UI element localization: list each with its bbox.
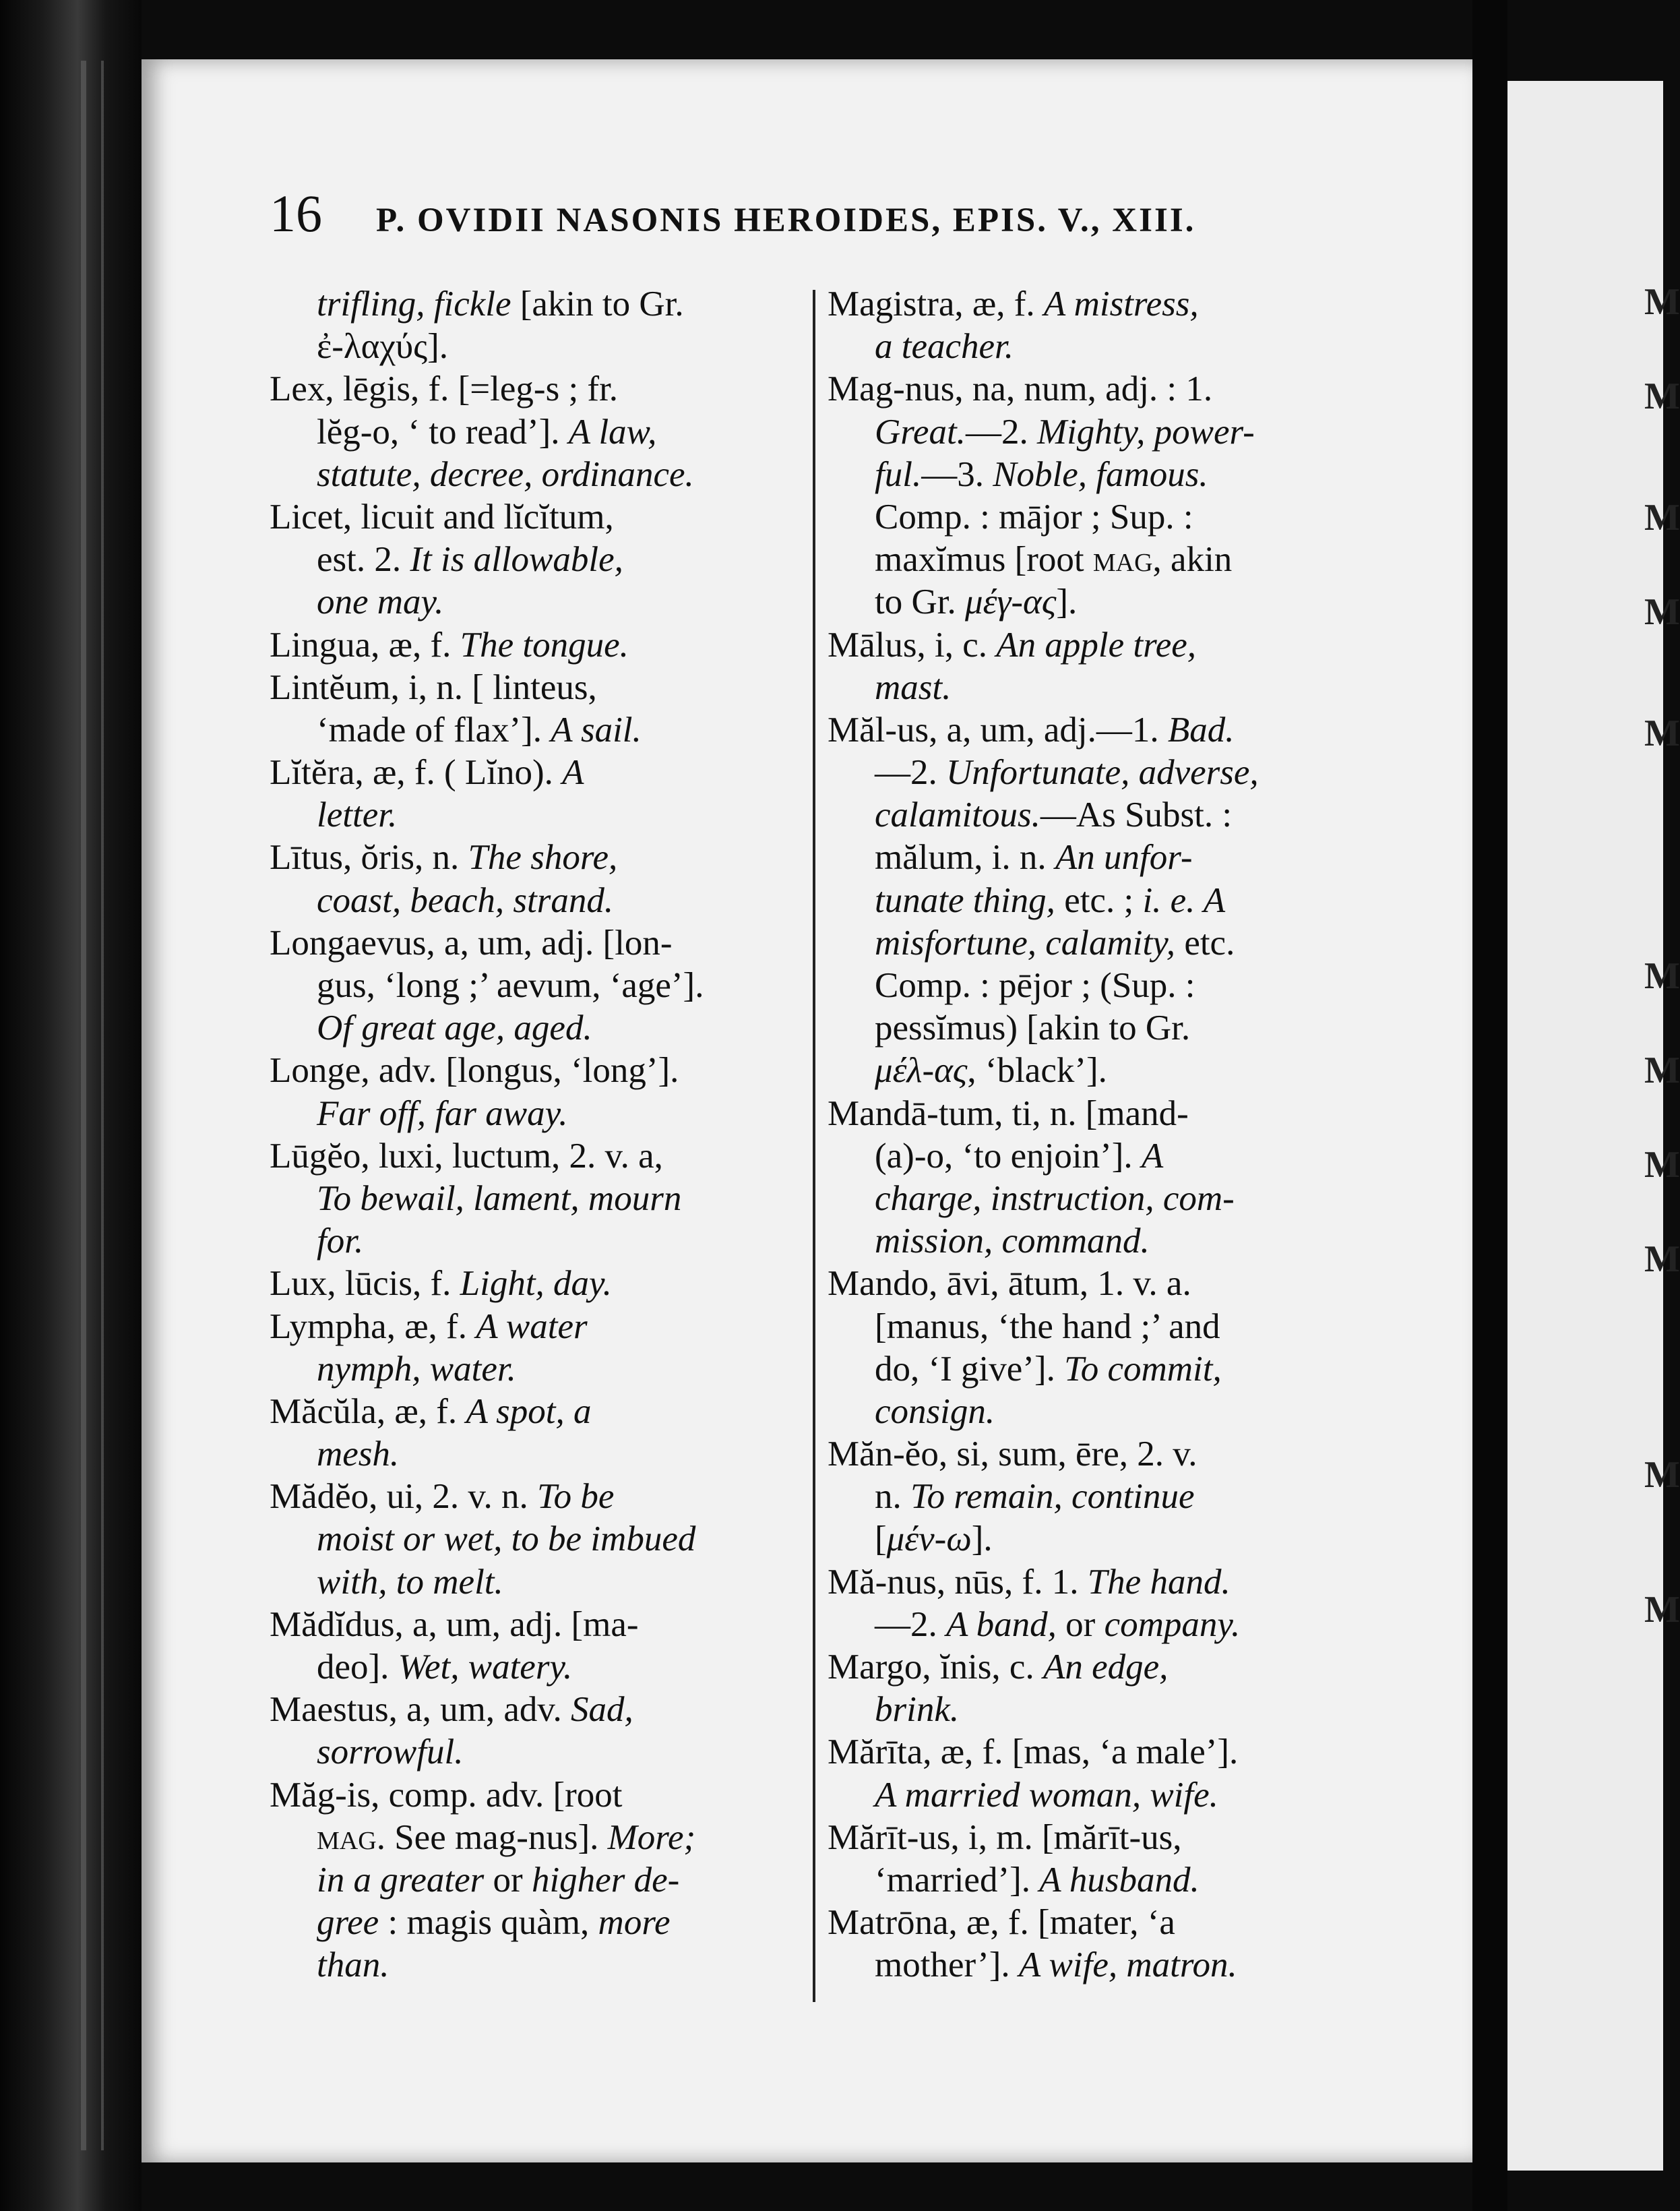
dictionary-line: gus, ‘long ;’ aevum, ‘age’].: [317, 966, 704, 1005]
dictionary-line: est. 2. It is allowable,: [317, 540, 623, 580]
dictionary-line: Mālus, i, c. An apple tree,: [828, 625, 1197, 665]
dictionary-line: ‘made of flax’]. A sail.: [317, 710, 642, 750]
dictionary-line: Matrōna, æ, f. [mater, ‘a: [828, 1903, 1175, 1943]
dictionary-line: statute, decree, ordinance.: [317, 454, 694, 494]
adjacent-page-letter: M: [1644, 497, 1680, 539]
adjacent-page-letter: M: [1644, 375, 1680, 417]
dictionary-line: Mădĭdus, a, um, adj. [ma-: [270, 1604, 639, 1644]
dictionary-line: Margo, ĭnis, c. An edge,: [828, 1647, 1169, 1687]
adjacent-page-letter: M: [1644, 1050, 1680, 1091]
dictionary-line: mission, command.: [875, 1221, 1150, 1261]
adjacent-page-letter: M: [1644, 1144, 1680, 1186]
dictionary-line: Mag-nus, na, num, adj. : 1.: [828, 369, 1213, 409]
dictionary-line: than.: [317, 1945, 390, 1985]
dictionary-line: mălum, i. n. An unfor-: [875, 838, 1193, 878]
adjacent-page-letter: M: [1644, 713, 1680, 754]
dictionary-line: to Gr. μέγ-ας].: [875, 582, 1078, 622]
dictionary-line: maxĭmus [root MAG, akin: [875, 540, 1233, 580]
dictionary-line: moist or wet, to be imbued: [317, 1519, 696, 1559]
dictionary-line: [manus, ‘the hand ;’ and: [875, 1306, 1220, 1346]
dictionary-line: Lūgĕo, luxi, luctum, 2. v. a,: [270, 1136, 663, 1176]
dictionary-line: (a)-o, ‘to enjoin’]. A: [875, 1136, 1164, 1176]
adjacent-page-letter: M: [1644, 1589, 1680, 1631]
dictionary-line: Măl-us, a, um, adj.—1. Bad.: [828, 710, 1235, 750]
left-column: [270, 283, 799, 1987]
dictionary-line: Mandā-tum, ti, n. [mand-: [828, 1093, 1189, 1133]
dictionary-line: gree : magis quàm, more: [317, 1903, 671, 1943]
dictionary-line: —2. Unfortunate, adverse,: [875, 753, 1259, 793]
dictionary-line: ἐ-λαχύς].: [317, 327, 449, 367]
dictionary-line: letter.: [317, 795, 398, 835]
dictionary-line: consign.: [875, 1391, 995, 1431]
dictionary-line: Lintĕum, i, n. [ linteus,: [270, 667, 597, 707]
dictionary-line: Lītus, ŏris, n. The shore,: [270, 838, 618, 878]
dictionary-line: Lĭtĕra, æ, f. ( Lĭno). A: [270, 753, 584, 793]
dictionary-line: —2. A band, or company.: [875, 1604, 1241, 1644]
dictionary-line: Lux, lūcis, f. Light, day.: [270, 1264, 612, 1304]
dictionary-line: Comp. : pējor ; (Sup. :: [875, 966, 1195, 1005]
dictionary-line: brink.: [875, 1690, 960, 1730]
spine-edge-line: [81, 61, 86, 2150]
dictionary-line: ful.—3. Noble, famous.: [875, 454, 1208, 494]
dictionary-line: Licet, licuit and lĭcĭtum,: [270, 497, 614, 537]
page-number: 16: [270, 184, 322, 243]
dictionary-line: A married woman, wife.: [875, 1775, 1218, 1815]
dictionary-line: Magistra, æ, f. A mistress,: [828, 284, 1199, 324]
adjacent-page-edge: [1507, 81, 1663, 2171]
dictionary-line: one may.: [317, 582, 444, 622]
dictionary-line: misfortune, calamity, etc.: [875, 923, 1235, 963]
dictionary-line: μέλ-ας, ‘black’].: [875, 1051, 1107, 1091]
dictionary-line: do, ‘I give’]. To commit,: [875, 1349, 1222, 1389]
dictionary-line: n. To remain, continue: [875, 1477, 1195, 1517]
dictionary-line: To bewail, lament, mourn: [317, 1178, 682, 1218]
dictionary-line: Lex, lēgis, f. [=leg-s ; fr.: [270, 369, 619, 409]
dictionary-line: pessĭmus) [akin to Gr.: [875, 1008, 1191, 1048]
page-header: [270, 183, 1321, 244]
right-column: [828, 283, 1357, 1987]
dictionary-line: a teacher.: [875, 327, 1014, 367]
dictionary-line: Comp. : mājor ; Sup. :: [875, 497, 1193, 537]
book-spine: [0, 0, 142, 2211]
adjacent-page-letter: M: [1644, 1454, 1680, 1496]
dictionary-line: with, to melt.: [317, 1562, 503, 1602]
dictionary-line: Mădĕo, ui, 2. v. n. To be: [270, 1477, 615, 1517]
dictionary-line: ‘married’]. A husband.: [875, 1860, 1200, 1900]
dictionary-line: [μέν-ω].: [875, 1519, 993, 1559]
dictionary-line: nymph, water.: [317, 1349, 516, 1389]
dictionary-line: Great.—2. Mighty, power-: [875, 412, 1255, 452]
dictionary-line: Maestus, a, um, adv. Sad,: [270, 1690, 633, 1730]
adjacent-page-letter: M: [1644, 955, 1680, 997]
dictionary-line: Măg-is, comp. adv. [root: [270, 1775, 623, 1815]
adjacent-page-letter: M: [1644, 1238, 1680, 1280]
dictionary-line: sorrowful.: [317, 1732, 464, 1772]
dictionary-line: in a greater or higher de-: [317, 1860, 680, 1900]
dictionary-line: Lingua, æ, f. The tongue.: [270, 625, 629, 665]
dictionary-line: mesh.: [317, 1434, 400, 1474]
page-gutter: [1472, 0, 1507, 2211]
dictionary-line: for.: [317, 1221, 364, 1261]
dictionary-line: coast, beach, strand.: [317, 880, 614, 920]
dictionary-line: Mando, āvi, ātum, 1. v. a.: [828, 1264, 1191, 1304]
dictionary-line: tunate thing, etc. ; i. e. A: [875, 880, 1226, 920]
adjacent-page-letter: M: [1644, 591, 1680, 633]
dictionary-line: Longaevus, a, um, adj. [lon-: [270, 923, 673, 963]
dictionary-line: mast.: [875, 667, 952, 707]
dictionary-line: charge, instruction, com-: [875, 1178, 1235, 1218]
dictionary-line: Mărīta, æ, f. [mas, ‘a male’].: [828, 1732, 1239, 1772]
dictionary-line: Mă-nus, nūs, f. 1. The hand.: [828, 1562, 1231, 1602]
dictionary-line: Lympha, æ, f. A water: [270, 1306, 588, 1346]
dictionary-line: Of great age, aged.: [317, 1008, 592, 1048]
dictionary-line: deo]. Wet, watery.: [317, 1647, 573, 1687]
dictionary-line: Far off, far away.: [317, 1093, 568, 1133]
dictionary-line: MAG. See mag-nus]. More;: [317, 1817, 696, 1857]
dictionary-line: Mărīt-us, i, m. [mărīt-us,: [828, 1817, 1182, 1857]
dictionary-line: Măn-ĕo, si, sum, ēre, 2. v.: [828, 1434, 1197, 1474]
dictionary-line: trifling, fickle [akin to Gr.: [317, 284, 684, 324]
dictionary-line: Măcŭla, æ, f. A spot, a: [270, 1391, 592, 1431]
column-divider: [813, 290, 815, 2002]
dictionary-line: calamitous.—As Subst. :: [875, 795, 1233, 835]
spine-edge-line: [101, 61, 104, 2150]
adjacent-page-letter: M: [1644, 281, 1680, 323]
dictionary-line: Longe, adv. [longus, ‘long’].: [270, 1051, 679, 1091]
running-title: P. OVIDII NASONIS HEROIDES, EPIS. V., XIII.: [376, 202, 1196, 239]
dictionary-line: mother’]. A wife, matron.: [875, 1945, 1237, 1985]
dictionary-line: lĕg-o, ‘ to read’]. A law,: [317, 412, 657, 452]
